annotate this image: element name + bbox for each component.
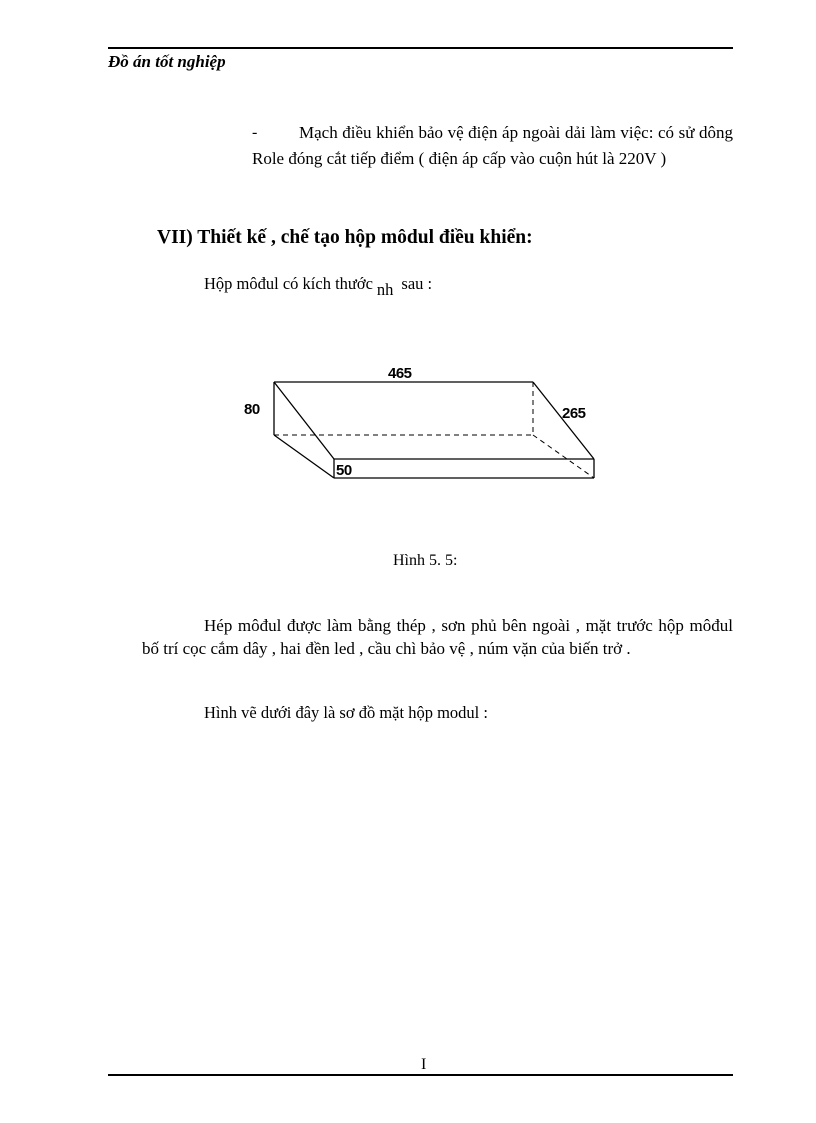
label-length: 465 [388, 365, 412, 382]
intro-text: Hộp môđul có kích thước [204, 274, 373, 293]
footer-rule [108, 1074, 733, 1076]
bullet-paragraph: Mạch điều khiển bảo vệ điện áp ngoài dải làm việc: có sử dông Role đóng cắt tiếp điểm ( điện áp cấp vào cuộn hút là 220V ) [252, 123, 733, 168]
hidden-edge-right-bottom [533, 435, 594, 478]
bullet-marker: - [252, 124, 258, 141]
intro-tail: sau : [401, 274, 433, 293]
box-diagram [230, 355, 610, 490]
diagram-intro: Hình vẽ dưới đây là sơ đồ mặt hộp modul : [204, 703, 488, 722]
figure-caption: Hình 5. 5: [393, 552, 458, 569]
page-number: I [421, 1056, 427, 1073]
intro-subscript: nh [376, 280, 394, 299]
header-title: Đồ án tốt nghiệp [108, 52, 226, 71]
header-rule [108, 47, 733, 49]
edge-bottom-left [274, 435, 334, 478]
label-depth: 265 [562, 405, 586, 422]
label-front: 50 [336, 462, 352, 479]
edge-top-left [274, 382, 334, 459]
section-heading: VII) Thiết kế , chế tạo hộp môdul điều khiển: [157, 227, 533, 248]
intro-line [204, 274, 433, 299]
label-height: 80 [244, 401, 260, 418]
body-paragraph: Hép môđul được làm bằng thép , sơn phủ bên ngoài , mặt trước hộp môđul bố trí cọc cắm dây , hai đền led , cầu chì bảo vệ , núm vặn của biến trở . [142, 616, 733, 658]
